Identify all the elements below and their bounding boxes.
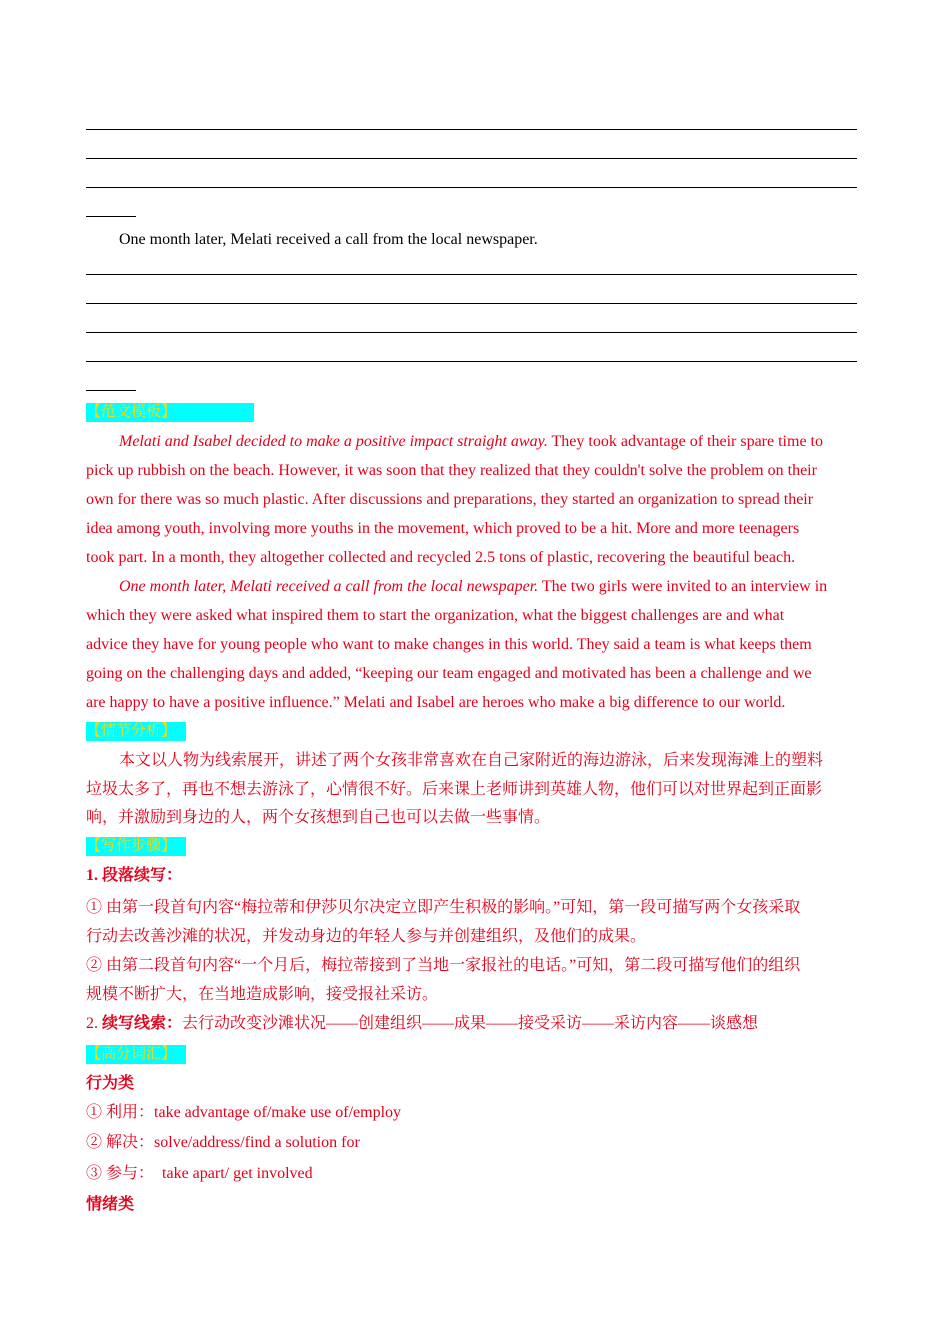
paragraph-opening-line: One month later, Melati received a call from the local newspaper. [119,231,538,248]
model-para2-lead: One month later, Melati received a call from the local newspaper. [119,578,539,595]
plot-line: 响，并激励到身边的人，两个女孩想到自己也可以去做一些事情。 [86,809,551,826]
steps-heading-2 [86,1014,758,1034]
vocab-item-text: solve/address/find a solution for [154,1134,360,1151]
steps-line: 规模不断扩大，在当地造成影响，接受报社采访。 [86,986,439,1003]
model-para2-line: advice they have for young people who want to make changes in this world. They said a team is what keeps them [86,636,812,653]
vocab-item-num: ② [86,1134,107,1151]
vocab-item-text: take advantage of/make use of/employ [154,1104,402,1121]
vocab-item-label: 参与： [106,1165,155,1182]
vocab-category-behavior: 行为类 [86,1075,135,1092]
model-para1-line: own for there was so much plastic. After discussions and preparations, they started an organization to spread their [86,491,814,508]
vocab-item-label: 解决： [106,1134,155,1151]
model-para1-text: They took advantage of their spare time to [547,433,823,450]
writing-line [86,361,857,362]
writing-line [86,332,857,333]
model-para2-line [119,577,827,597]
model-para1-line: idea among youth, involving more youths in the movement, which proved to be a hit. More and more teenagers [86,520,800,537]
model-para1-line: pick up rubbish on the beach. However, it was soon that they realized that they couldn't solve the problem on their [86,462,817,479]
model-para2-text: The two girls were invited to an interview in [538,578,828,595]
section-tag-steps: 【写作步骤】 [86,837,186,856]
steps-line: 行动去改善沙滩的状况，并发动身边的年轻人参与并创建组织，及他们的成果。 [86,928,647,945]
section-tag-model: 【范文模板】 [86,403,254,422]
vocab-item-num: ③ [86,1165,107,1182]
steps-heading-2-text: 去行动改变沙滩状况——创建组织——成果——接受采访——采访内容——谈感想 [182,1015,759,1032]
vocab-item [86,1164,313,1184]
writing-line-end [86,390,136,391]
section-tag-plot: 【情节分析】 [86,722,186,741]
writing-line [86,158,857,159]
writing-line [86,274,857,275]
vocab-item-label: 利用： [106,1104,155,1121]
steps-heading-1: 1. 段落续写： [86,867,183,884]
vocab-category-emotion: 情绪类 [86,1196,135,1213]
writing-line-end [86,216,136,217]
plot-line: 垃圾太多了，再也不想去游泳了，心情很不好。后来课上老师讲到英雄人物，他们可以对世界起到正面影 [86,781,823,798]
vocab-item-text: take apart/ get involved [154,1165,313,1182]
steps-heading-2-num: 2. [86,1015,102,1032]
model-para2-line: going on the challenging days and added, “keeping our team engaged and motivated has been a challenge and we [86,665,812,682]
steps-line: ② 由第二段首句内容“一个月后，梅拉蒂接到了当地一家报社的电话。”可知，第二段可描写他们的组织 [86,957,801,974]
writing-line [86,129,857,130]
model-para2-line: are happy to have a positive influence.” Melati and Isabel are heroes who make a big difference to our world. [86,694,786,711]
writing-line [86,187,857,188]
vocab-item [86,1133,360,1153]
model-para1-line [119,432,823,452]
model-para1-line: took part. In a month, they altogether collected and recycled 2.5 tons of plastic, recovering the beautiful beach. [86,549,796,566]
plot-line: 本文以人物为线索展开，讲述了两个女孩非常喜欢在自己家附近的海边游泳，后来发现海滩上的塑料 [119,752,824,769]
steps-heading-2-label: 续写线索： [102,1015,183,1032]
section-tag-vocab: 【高分词汇】 [86,1045,186,1064]
model-para1-lead: Melati and Isabel decided to make a positive impact straight away. [119,433,548,450]
model-para2-line: which they were asked what inspired them to start the organization, what the biggest challenges are and what [86,607,785,624]
vocab-item [86,1103,401,1123]
writing-line [86,303,857,304]
steps-line: ① 由第一段首句内容“梅拉蒂和伊莎贝尔决定立即产生积极的影响。”可知，第一段可描写两个女孩采取 [86,899,801,916]
vocab-item-num: ① [86,1104,107,1121]
